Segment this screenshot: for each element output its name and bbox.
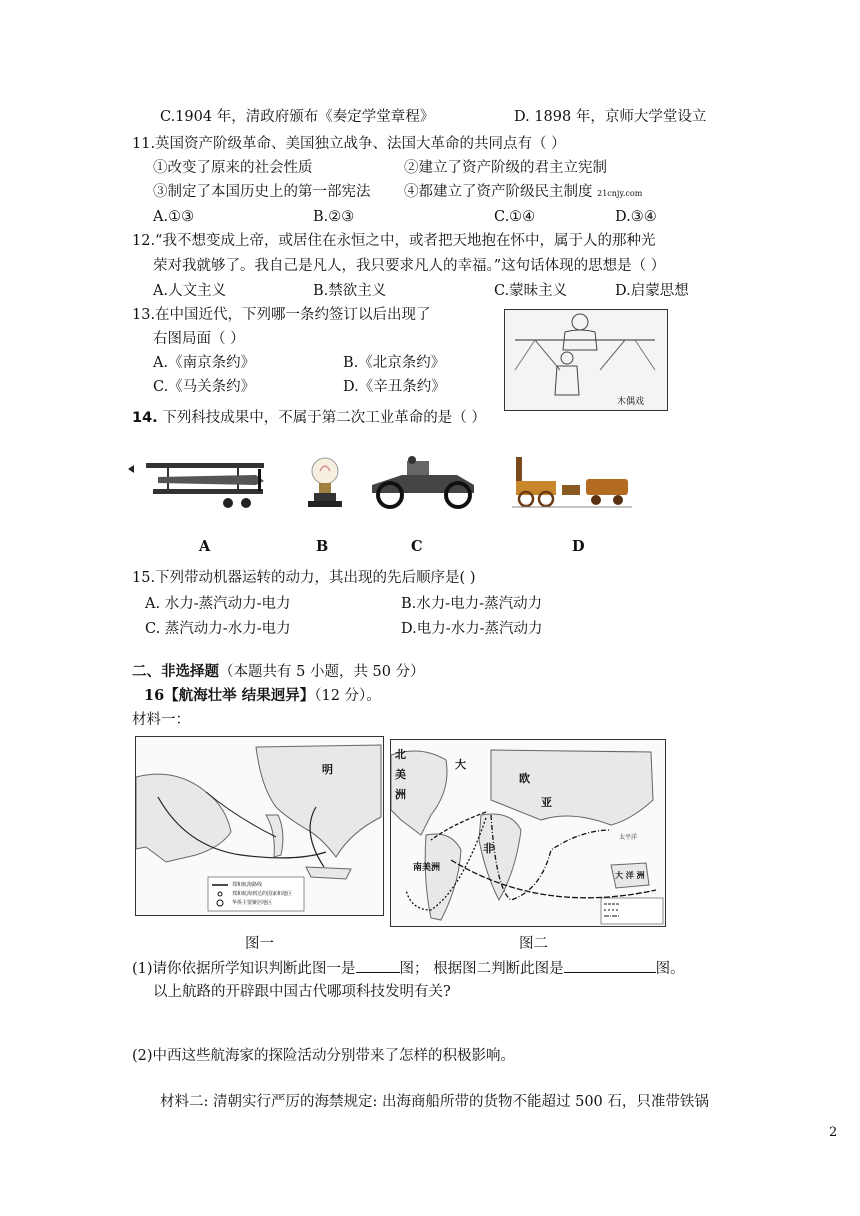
q13-stem-line2: 右图局面（ ） <box>153 331 245 347</box>
q16-part1-followup: 以上航路的开辟跟中国古代哪项科技发明有关? <box>153 984 451 1000</box>
map2-label-ya: 亚 <box>541 796 552 809</box>
q12-option-d: D.启蒙思想 <box>615 283 689 299</box>
answer-blank-2[interactable] <box>564 958 656 973</box>
map2-label-south-america: 南美洲 <box>413 863 441 873</box>
q12-option-b: B.禁欲主义 <box>313 283 387 299</box>
q12-option-a: A.人文主义 <box>153 283 227 299</box>
map2-label-fei: 非 <box>483 842 494 855</box>
map2-label-oceania: 大 洋 洲 <box>615 870 645 880</box>
new-route-voyage-map <box>390 739 666 927</box>
ming-label: 明 <box>322 763 333 776</box>
q11-statement-2: ②建立了资产阶级的君主立宪制 <box>404 160 607 176</box>
q16-title: 16【航海壮举 结果迥异】（12 分）。 <box>144 687 381 704</box>
q14-stem: 14. 下列科技成果中，不属于第二次工业革命的是（ ） <box>132 410 486 426</box>
map2-label-bei: 北 <box>395 748 406 761</box>
map2-label-mei: 美 <box>395 768 406 781</box>
q10-option-c: C.1904 年，清政府颁布《奏定学堂章程》 <box>160 109 435 125</box>
q10-option-d: D. 1898 年，京师大学堂设立 <box>514 109 707 125</box>
q15-stem: 15.下列带动机器运转的动力，其出现的先后顺序是( ) <box>132 570 476 586</box>
q11-statement-4: ④都建立了资产阶级民主制度 21cnjy.com <box>404 184 643 200</box>
q13-option-b: B.《北京条约》 <box>343 355 446 371</box>
q13-option-a: A.《南京条约》 <box>153 355 256 371</box>
puppet-image-caption: 木偶戏 <box>617 397 645 407</box>
q15-option-b: B.水力-电力-蒸汽动力 <box>401 596 543 612</box>
q12-stem-line2: 荣对我就够了。我自己是凡人，我只要求凡人的幸福。”这句话体现的思想是（ ） <box>153 258 666 274</box>
map1-legend-overseas-chinese: 华侨主要聚居地区 <box>232 900 273 906</box>
q13-option-c: C.《马关条约》 <box>153 379 256 395</box>
material-one-label: 材料一： <box>132 712 190 728</box>
q11-option-d: D.③④ <box>615 209 657 225</box>
q14-label-d: D <box>572 538 585 555</box>
q11-statement-1: ①改变了原来的社会性质 <box>153 160 313 176</box>
map2-label-ou: 欧 <box>519 772 530 785</box>
biplane-image <box>128 455 270 515</box>
q11-option-a: A.①③ <box>153 209 195 225</box>
map2-label-pacific: 太平洋 <box>619 834 638 841</box>
figure-two-caption: 图二 <box>519 936 548 952</box>
map1-legend-route: 郑和航海路线 <box>232 882 263 888</box>
steam-locomotive-image <box>512 455 632 510</box>
q14-label-a: A <box>199 538 211 555</box>
q12-option-c: C.蒙昧主义 <box>494 283 568 299</box>
section2-heading: 二、非选择题（本题共有 5 小题，共 50 分） <box>132 663 425 680</box>
zheng-he-voyage-map <box>135 736 384 916</box>
q11-statement-3: ③制定了本国历史上的第一部宪法 <box>153 184 371 200</box>
map2-label-da: 大 <box>455 758 466 771</box>
q11-option-c: C.①④ <box>494 209 536 225</box>
answer-blank-1[interactable] <box>356 958 400 973</box>
q15-option-c: C. 蒸汽动力-水力-电力 <box>145 621 291 637</box>
q12-stem-line1: 12.“我不想变成上帝，或居住在永恒之中，或者把天地抱在怀中，属于人的那种光 <box>132 233 656 249</box>
map2-label-zhou: 洲 <box>395 788 406 801</box>
watermark: 21cnjy.com <box>597 189 643 198</box>
q11-option-b: B.②③ <box>313 209 355 225</box>
q15-option-a: A. 水力-蒸汽动力-电力 <box>145 596 291 612</box>
q13-stem-line1: 13.在中国近代，下列哪一条约签订以后出现了 <box>132 307 431 323</box>
map1-legend-places: 郑和航海到达的国家和地区 <box>232 891 293 897</box>
page-number: 2 <box>829 1125 838 1140</box>
puppet-show-image <box>504 309 668 411</box>
material-two: 材料二: 清朝实行严厉的海禁规定: 出海商船所带的货物不能超过 500 石，只准带铁锅 <box>160 1094 709 1110</box>
q11-stem: 11.英国资产阶级革命、美国独立战争、法国大革命的共同点有（ ） <box>132 136 566 152</box>
q13-option-d: D.《辛丑条约》 <box>343 379 446 395</box>
q15-option-d: D.电力-水力-蒸汽动力 <box>401 621 543 637</box>
q14-label-b: B <box>316 538 329 555</box>
early-automobile-image <box>362 455 482 510</box>
q14-label-c: C <box>411 538 423 555</box>
q16-part1: (1)请你依据所学知识判断此图一是 图； 根据图二判断此图是 图。 <box>132 958 685 979</box>
light-bulb-image <box>300 455 350 510</box>
q16-part2: (2)中西这些航海家的探险活动分别带来了怎样的积极影响。 <box>132 1048 516 1064</box>
figure-one-caption: 图一 <box>245 936 274 952</box>
